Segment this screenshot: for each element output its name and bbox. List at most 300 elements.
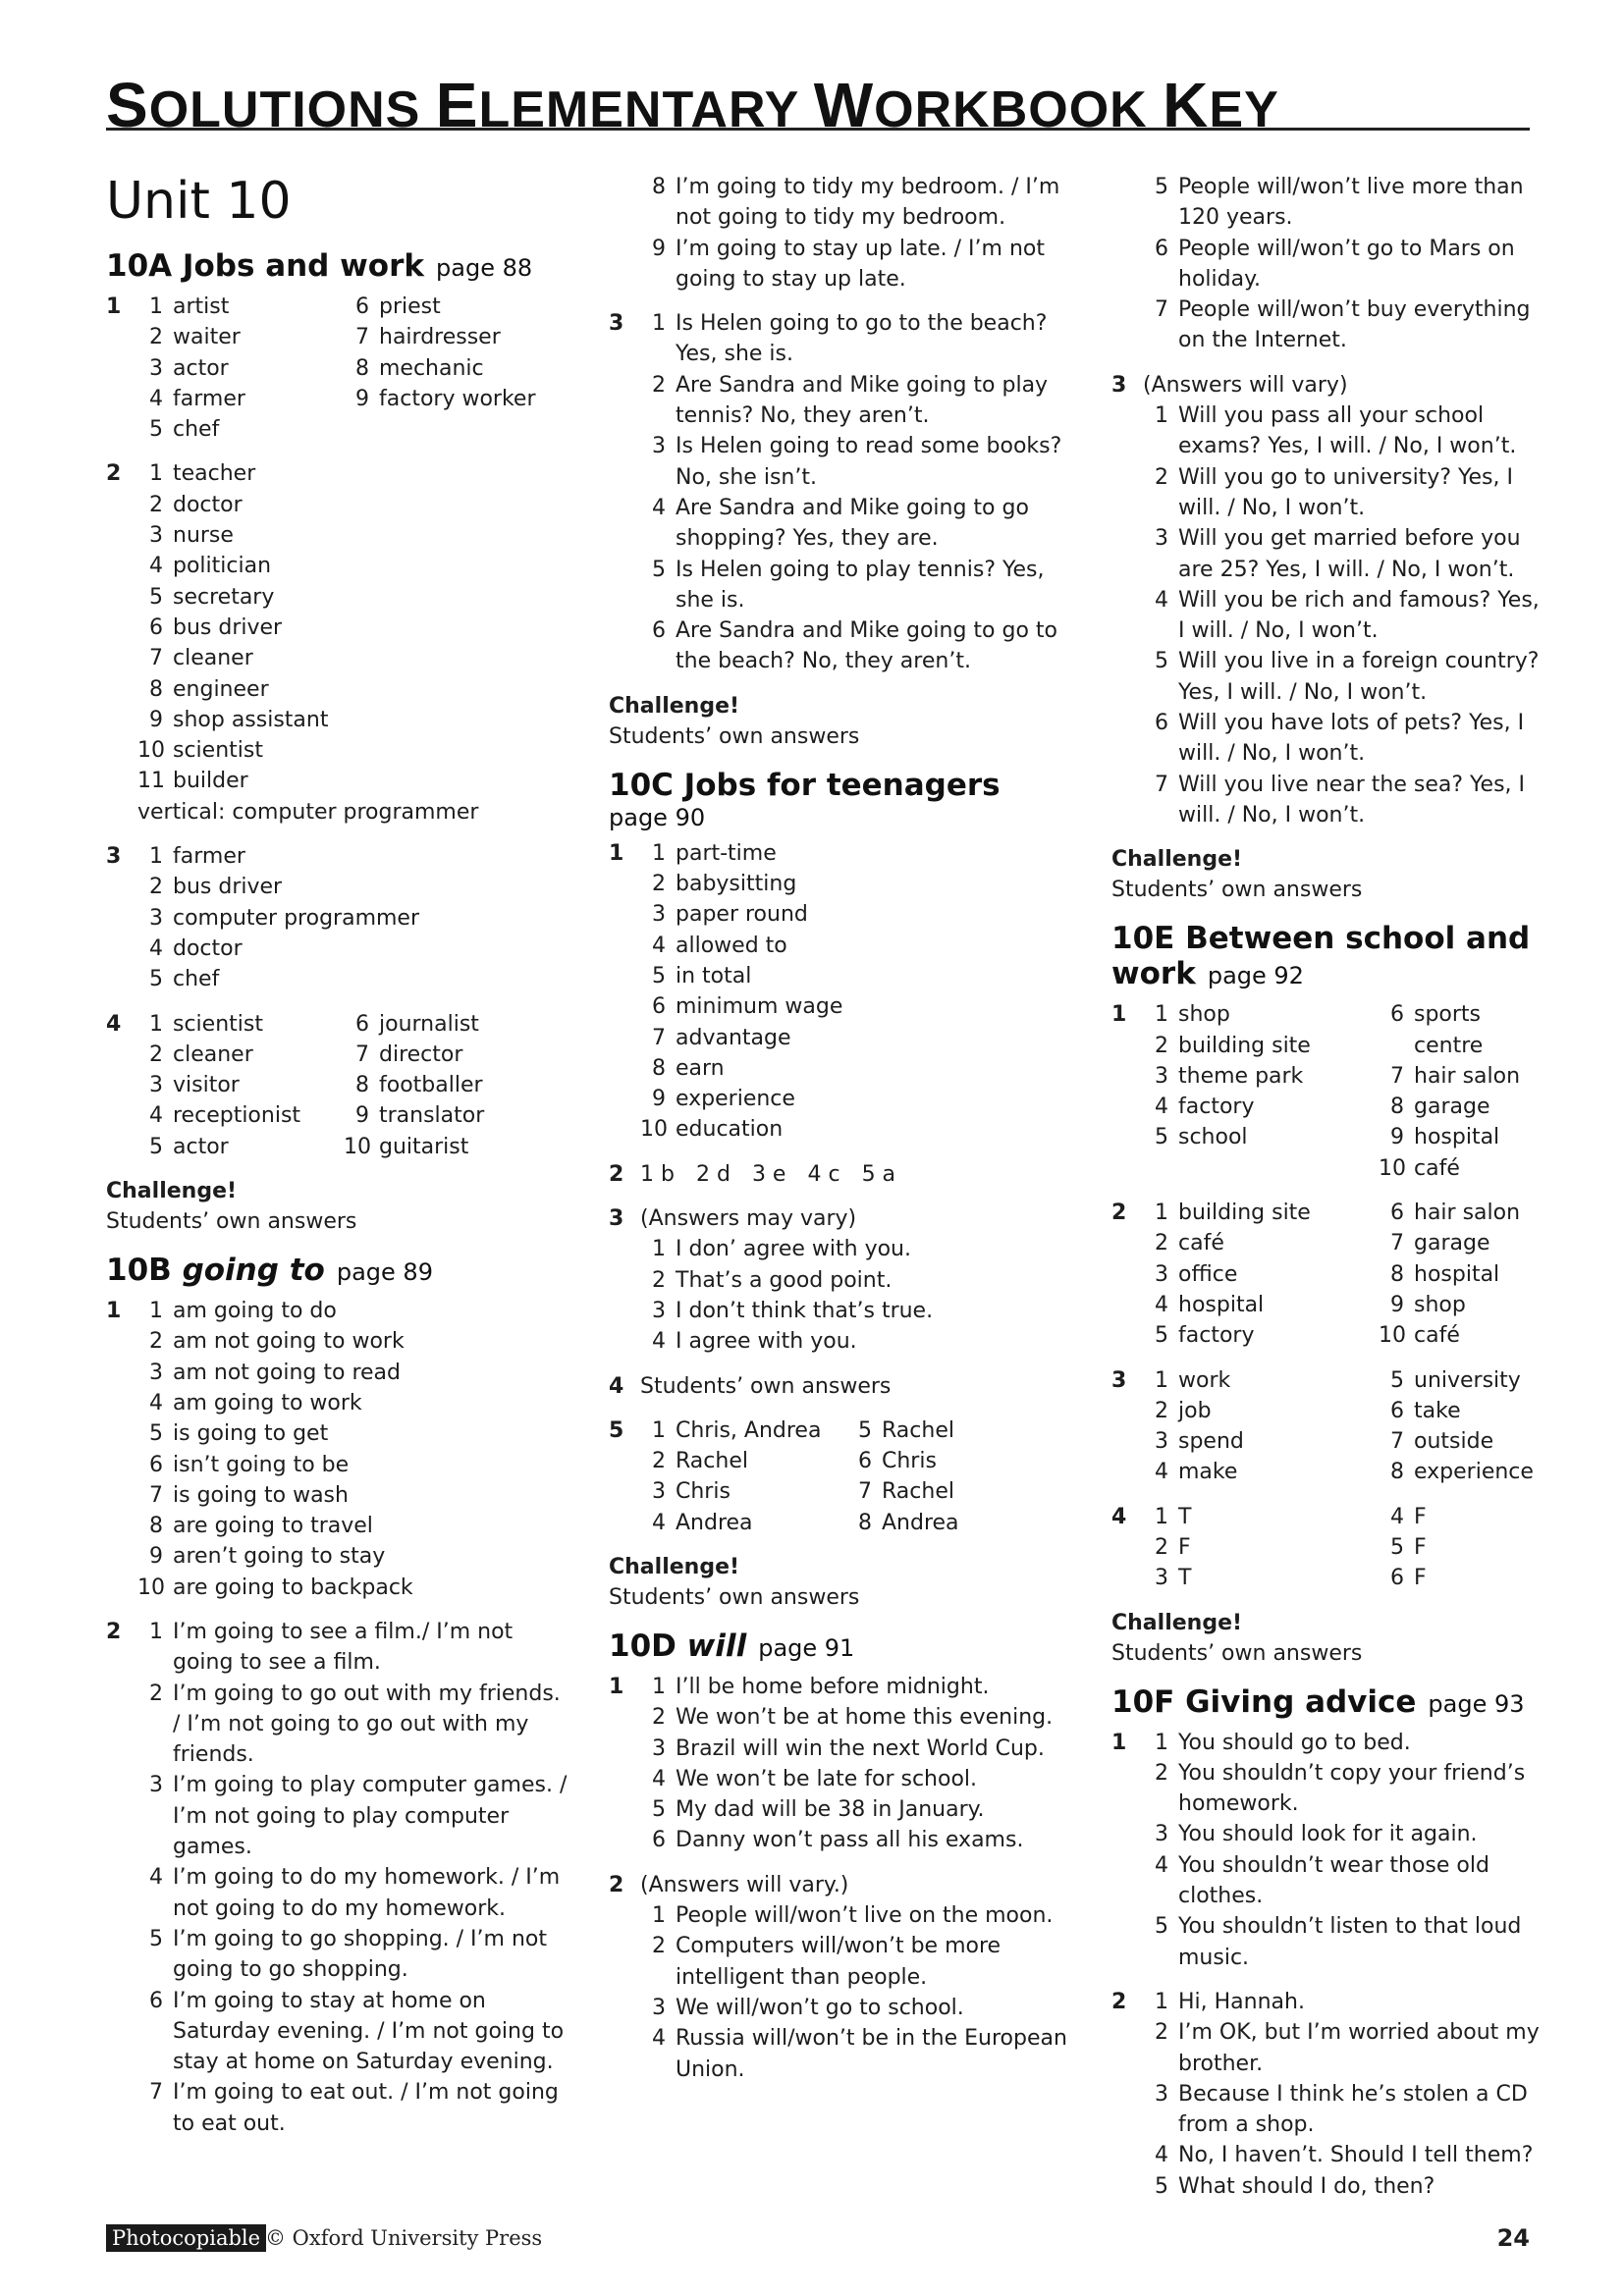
challenge-block <box>1111 1608 1543 1669</box>
item-number: 3 <box>1155 1566 1168 1591</box>
list-item <box>640 234 1070 295</box>
item-number: 6 <box>149 1452 163 1477</box>
item-number: 4 <box>149 386 163 411</box>
item-number: 1 <box>652 1674 666 1699</box>
list-item <box>137 1617 568 1679</box>
answer-grid <box>1143 1198 1555 1351</box>
item-number: 10 <box>137 1575 165 1600</box>
list-item <box>344 1040 550 1070</box>
exercise <box>1111 1198 1543 1351</box>
item-number: 6 <box>652 618 666 644</box>
exercise-number: 3 <box>1111 1367 1127 1393</box>
list-item <box>640 1476 846 1507</box>
challenge-label: Challenge! <box>1111 1610 1243 1635</box>
item-text: Rachel <box>676 1449 748 1474</box>
item-text: education <box>676 1117 784 1143</box>
list-item <box>1143 1092 1379 1122</box>
item-text: Will you pass all your school exams? Yes, I will. / No, I won’t. <box>1178 403 1517 459</box>
list-item <box>640 1326 1070 1357</box>
item-text: I’m going to stay at home on Saturday evening. / I’m not going to stay at home on Saturday evening. <box>173 1988 565 2075</box>
exercise-number: 2 <box>609 1872 624 1897</box>
exercise <box>609 838 1070 1146</box>
exercise-body <box>640 1203 1070 1357</box>
item-text: actor <box>173 355 229 381</box>
item-text: experience <box>676 1087 795 1112</box>
list-item <box>1379 1153 1555 1184</box>
exercise-note: (Answers may vary) <box>640 1206 857 1232</box>
section-title: 10F Giving advice <box>1111 1683 1417 1720</box>
item-number: 2 <box>652 1934 666 1959</box>
list-item <box>344 322 550 352</box>
item-number: 2 <box>149 492 163 517</box>
answer-list <box>1143 999 1379 1184</box>
item-number: 3 <box>1155 526 1168 552</box>
item-number: 1 <box>1155 1504 1168 1529</box>
exercise <box>609 1159 1070 1190</box>
item-text: Danny won’t pass all his exams. <box>676 1828 1024 1853</box>
item-number: 7 <box>1390 1231 1404 1256</box>
item-text: Because I think he’s stolen a CD from a shop. <box>1178 2081 1528 2138</box>
item-text: chef <box>173 417 220 443</box>
answer-list <box>1379 1198 1555 1351</box>
list-item <box>137 1009 344 1040</box>
list-item <box>1143 646 1543 708</box>
item-text: Are Sandra and Mike going to go to the beach? No, they aren’t. <box>676 618 1057 674</box>
list-item <box>640 431 1070 493</box>
list-item <box>640 1702 1070 1733</box>
item-text: nurse <box>173 523 234 549</box>
list-item <box>1143 2017 1543 2079</box>
item-number: 2 <box>149 1329 163 1355</box>
item-text: Will you have lots of pets? Yes, I will. / No, I won’t. <box>1178 711 1525 767</box>
item-number: 6 <box>1390 1201 1404 1226</box>
item-number: 5 <box>652 557 666 582</box>
header-divider <box>106 128 1530 131</box>
item-text: My dad will be 38 in January. <box>676 1797 985 1823</box>
list-item <box>846 1476 1053 1507</box>
item-text: paper round <box>676 902 808 928</box>
item-text: Is Helen going to play tennis? Yes, she is. <box>676 557 1045 613</box>
list-item <box>137 964 568 994</box>
title-part: EY <box>1209 81 1279 138</box>
list-item <box>640 838 1070 869</box>
list-item <box>137 1326 568 1357</box>
item-text: isn’t going to be <box>173 1452 350 1477</box>
exercise-number: 4 <box>609 1373 624 1399</box>
section-title-italic: going to <box>182 1253 325 1289</box>
item-number: 5 <box>149 417 163 443</box>
exercise-number: 3 <box>609 311 624 337</box>
item-text: building site <box>1178 1201 1311 1226</box>
item-text: aren’t going to stay <box>173 1544 386 1570</box>
item-number: 10 <box>1379 1323 1406 1349</box>
challenge-label: Challenge! <box>1111 847 1243 873</box>
item-text: hospital <box>1414 1125 1500 1150</box>
list-item <box>640 869 1070 899</box>
item-text: work <box>1178 1367 1231 1393</box>
list-item <box>137 705 568 735</box>
item-number: 9 <box>652 236 666 261</box>
list-item <box>137 1679 568 1771</box>
item-text: advantage <box>676 1025 791 1050</box>
list-item <box>137 322 344 352</box>
list-item <box>1143 2079 1543 2141</box>
item-text: café <box>1178 1231 1224 1256</box>
list-item <box>137 1132 344 1162</box>
item-number: 7 <box>1390 1429 1404 1455</box>
list-item <box>1143 1728 1543 1758</box>
item-text: Rachel <box>882 1479 954 1505</box>
section-title: 10D <box>609 1628 687 1664</box>
item-text: guitarist <box>379 1134 469 1159</box>
item-number: 10 <box>1379 1155 1406 1181</box>
list-item <box>137 735 568 766</box>
list-item <box>640 493 1070 555</box>
list-item <box>1143 1031 1379 1061</box>
list-item <box>137 1296 568 1326</box>
list-item <box>344 1070 550 1100</box>
list-item <box>344 292 550 322</box>
answer-list <box>1143 1198 1379 1351</box>
item-number: 10 <box>137 738 165 764</box>
section-page-ref: page 93 <box>1428 1689 1525 1718</box>
list-item <box>137 841 568 872</box>
item-text: bus driver <box>173 875 283 900</box>
answer-list <box>1143 172 1543 356</box>
item-number: 2 <box>652 1449 666 1474</box>
item-number: 4 <box>1155 1292 1168 1317</box>
list-item <box>640 899 1070 930</box>
challenge-block <box>609 1552 1070 1613</box>
item-number: 3 <box>652 1479 666 1505</box>
exercise <box>106 1617 568 2139</box>
section-page-ref: page 91 <box>758 1633 855 1662</box>
item-text: doctor <box>173 492 243 517</box>
item-text: computer programmer <box>173 905 420 931</box>
item-text: I’m going to see a film./ I’m not going to see a film. <box>173 1619 514 1676</box>
item-text: Andrea <box>882 1510 959 1535</box>
item-text: minimum wage <box>676 994 843 1020</box>
item-text: We won’t be late for school. <box>676 1766 978 1791</box>
item-text: café <box>1414 1155 1460 1181</box>
inline-answers <box>640 1159 1070 1190</box>
item-number: 1 <box>652 1903 666 1929</box>
item-number: 1 <box>1155 1730 1168 1755</box>
exercise <box>106 841 568 994</box>
item-number: 9 <box>1390 1125 1404 1150</box>
item-text: F <box>1414 1534 1427 1560</box>
exercise-body <box>640 1870 1070 2085</box>
item-text: school <box>1178 1125 1248 1150</box>
list-item <box>640 1794 1070 1825</box>
item-text: T <box>1178 1504 1192 1529</box>
section-title: 10E Between school and work <box>1111 921 1531 992</box>
item-text: I don’t think that’s true. <box>676 1298 934 1323</box>
item-number: 4 <box>1155 1095 1168 1120</box>
item-text: F <box>1414 1566 1427 1591</box>
list-item <box>137 384 344 414</box>
item-text: am going to work <box>173 1390 362 1415</box>
list-item <box>640 1265 1070 1296</box>
exercise <box>609 1415 1070 1538</box>
item-text: is going to wash <box>173 1482 349 1508</box>
list-item <box>1379 999 1555 1061</box>
item-text: politician <box>173 554 272 579</box>
item-number: 2 <box>1155 2020 1168 2046</box>
title-part: ORKBOOK <box>874 81 1164 138</box>
list-item <box>137 1573 568 1603</box>
exercise-number: 2 <box>1111 1989 1127 2014</box>
list-item <box>1143 1259 1379 1290</box>
item-number: 1 <box>149 1299 163 1324</box>
item-text: visitor <box>173 1073 240 1098</box>
exercise-number: 2 <box>106 1619 122 1644</box>
item-text: scientist <box>173 738 263 764</box>
exercise-number-spacer <box>609 172 640 294</box>
list-item <box>137 934 568 964</box>
exercise-body <box>1143 370 1543 830</box>
item-number: 5 <box>652 1797 666 1823</box>
section-page-ref: page 92 <box>1207 962 1304 990</box>
list-item <box>640 308 1070 370</box>
list-item <box>1143 1426 1379 1457</box>
challenge-text: Students’ own answers <box>609 723 860 749</box>
challenge-text: Students’ own answers <box>1111 878 1363 903</box>
item-number: 3 <box>1155 1261 1168 1287</box>
list-item <box>1143 523 1543 585</box>
list-item <box>137 1862 568 1924</box>
answer-list <box>640 308 1070 677</box>
item-number: 5 <box>149 1421 163 1447</box>
item-text: university <box>1414 1367 1521 1393</box>
item-text: bus driver <box>173 614 283 640</box>
item-number: 4 <box>652 2026 666 2052</box>
item-number: 5 <box>1155 1914 1168 1940</box>
exercise-number: 3 <box>106 844 122 870</box>
answer-grid <box>137 292 568 445</box>
item-number: 5 <box>149 584 163 610</box>
item-text: Chris, Andrea <box>676 1417 822 1443</box>
list-item <box>344 1009 550 1040</box>
item-text: office <box>1178 1261 1238 1287</box>
item-text: are going to travel <box>173 1514 373 1539</box>
list-item <box>640 1084 1070 1114</box>
item-text: farmer <box>173 844 245 870</box>
item-text: Rachel <box>882 1417 954 1443</box>
item-text: engineer <box>173 676 269 702</box>
list-item <box>1143 1532 1379 1563</box>
exercise-number: 2 <box>1111 1201 1127 1226</box>
item-number: 1 <box>652 1237 666 1262</box>
item-number: 4 <box>149 935 163 961</box>
list-item <box>640 1446 846 1476</box>
item-text: T <box>1178 1566 1192 1591</box>
item-text: actor <box>173 1134 229 1159</box>
section-heading-10e <box>1111 921 1543 993</box>
item-text: People will/won’t buy everything on the Internet. <box>1178 297 1531 353</box>
exercise-number: 1 <box>106 294 122 319</box>
list-item <box>1379 1290 1555 1320</box>
item-text: waiter <box>173 325 241 350</box>
item-number: 5 <box>149 1926 163 1951</box>
answer-list <box>640 1415 846 1538</box>
item-number: 2 <box>149 875 163 900</box>
challenge-block <box>609 691 1070 752</box>
item-number: 4 <box>1155 1852 1168 1878</box>
list-item <box>640 1023 1070 1053</box>
item-number: 6 <box>149 614 163 640</box>
item-number: 3 <box>149 905 163 931</box>
answer-list <box>137 1296 568 1603</box>
item-number: 2 <box>1155 1033 1168 1058</box>
item-number: 1 <box>1155 1989 1168 2014</box>
list-item <box>1143 770 1543 831</box>
item-number: 6 <box>652 994 666 1020</box>
item-number: 4 <box>149 1103 163 1129</box>
answer-list <box>344 1009 550 1162</box>
item-text: outside <box>1414 1429 1494 1455</box>
item-text: Russia will/won’t be in the European Union. <box>676 2026 1067 2082</box>
list-item <box>1143 462 1543 524</box>
exercise-number: 3 <box>609 1206 624 1232</box>
item-number: 4 <box>1155 2143 1168 2168</box>
challenge-text: Students’ own answers <box>106 1209 357 1235</box>
title-part: S <box>106 70 149 140</box>
item-number: 1 <box>652 311 666 337</box>
item-number: 8 <box>355 1073 369 1098</box>
inline-answer: 2 d <box>695 1161 731 1187</box>
item-number: 7 <box>1155 297 1168 323</box>
title-part: K <box>1163 70 1210 140</box>
exercise <box>1111 370 1543 830</box>
item-text: Will you go to university? Yes, I will. / No, I won’t. <box>1178 464 1513 520</box>
item-text: Is Helen going to read some books? No, she isn’t. <box>676 434 1062 490</box>
title-part: W <box>813 70 875 140</box>
item-number: 3 <box>149 1773 163 1798</box>
item-text: You should go to bed. <box>1178 1730 1411 1755</box>
item-number: 9 <box>1390 1292 1404 1317</box>
item-text: hospital <box>1414 1261 1500 1287</box>
list-item <box>137 551 568 581</box>
list-item <box>137 766 568 796</box>
item-text: translator <box>379 1103 485 1129</box>
title-part: LEMENTARY <box>478 81 814 138</box>
item-text: part-time <box>676 840 777 866</box>
item-text: Andrea <box>676 1510 753 1535</box>
exercise-number: 1 <box>1111 1002 1127 1028</box>
item-text: take <box>1414 1398 1461 1423</box>
item-text: spend <box>1178 1429 1244 1455</box>
answer-list <box>1379 1502 1555 1594</box>
item-text: artist <box>173 294 230 319</box>
item-text: That’s a good point. <box>676 1267 893 1293</box>
item-text: People will/won’t go to Mars on holiday. <box>1178 236 1515 292</box>
item-text: sports centre <box>1414 1002 1484 1058</box>
item-text: F <box>1178 1534 1191 1560</box>
item-number: 8 <box>149 1514 163 1539</box>
item-text: Will you live near the sea? Yes, I will. / No, I won’t. <box>1178 772 1526 828</box>
item-number: 4 <box>652 1766 666 1791</box>
item-text: hospital <box>1178 1292 1265 1317</box>
challenge-label: Challenge! <box>609 1554 740 1579</box>
list-item <box>137 520 568 551</box>
list-item <box>1143 1819 1543 1849</box>
item-number: 3 <box>652 1995 666 2020</box>
item-text: job <box>1178 1398 1212 1423</box>
exercise <box>609 308 1070 677</box>
answer-list <box>344 292 550 445</box>
list-item <box>1379 1122 1555 1152</box>
list-item <box>1143 172 1543 234</box>
list-item <box>640 1825 1070 1855</box>
list-item <box>344 353 550 384</box>
exercise <box>106 458 568 828</box>
list-item <box>1143 1987 1543 2017</box>
item-number: 4 <box>1155 587 1168 613</box>
answer-list <box>137 841 568 994</box>
item-text: I’m going to tidy my bedroom. / I’m not going to tidy my bedroom. <box>676 175 1060 231</box>
list-item <box>1143 1758 1543 1820</box>
item-text: theme park <box>1178 1063 1304 1089</box>
exercise-number: 1 <box>106 1299 122 1324</box>
item-number: 5 <box>149 1134 163 1159</box>
photocopiable-tag: Photocopiable <box>106 2224 266 2252</box>
list-item <box>640 1900 1070 1931</box>
exercise <box>1111 1365 1543 1488</box>
item-text: are going to backpack <box>173 1575 413 1600</box>
item-number: 4 <box>149 554 163 579</box>
item-text: shop assistant <box>173 707 329 732</box>
list-item <box>846 1446 1053 1476</box>
item-text: builder <box>173 769 248 794</box>
item-text: hair salon <box>1414 1201 1521 1226</box>
section-title: 10B <box>106 1253 183 1289</box>
answer-list <box>1143 1987 1543 2202</box>
item-text: factory <box>1178 1323 1255 1349</box>
item-number: 6 <box>858 1449 872 1474</box>
answer-list <box>1143 1728 1543 1973</box>
list-item <box>1143 999 1379 1030</box>
item-number: 8 <box>355 355 369 381</box>
item-text: garage <box>1414 1231 1490 1256</box>
exercise-number: 2 <box>609 1161 624 1187</box>
item-text: People will/won’t live on the moon. <box>676 1903 1054 1929</box>
item-number: 2 <box>149 1041 163 1067</box>
list-item <box>640 1931 1070 1993</box>
item-number: 4 <box>652 933 666 958</box>
exercise <box>106 1296 568 1603</box>
column-right <box>1111 172 1543 2216</box>
item-number: 1 <box>149 1011 163 1037</box>
item-text: mechanic <box>379 355 484 381</box>
item-number: 7 <box>149 646 163 671</box>
list-item <box>1379 1365 1555 1396</box>
item-number: 2 <box>1155 1534 1168 1560</box>
item-text: in total <box>676 963 752 988</box>
section-page-ref: page 90 <box>609 803 706 831</box>
item-text: factory worker <box>379 386 536 411</box>
item-number: 7 <box>1390 1063 1404 1089</box>
item-number: 7 <box>652 1025 666 1050</box>
list-item <box>137 872 568 902</box>
list-item <box>1143 585 1543 647</box>
exercise <box>609 1672 1070 1856</box>
item-number: 2 <box>652 872 666 897</box>
item-text: am going to do <box>173 1299 337 1324</box>
item-number: 4 <box>652 1510 666 1535</box>
item-text: I’m going to go shopping. / I’m not going to go shopping. <box>173 1926 547 1983</box>
list-item <box>137 1480 568 1511</box>
